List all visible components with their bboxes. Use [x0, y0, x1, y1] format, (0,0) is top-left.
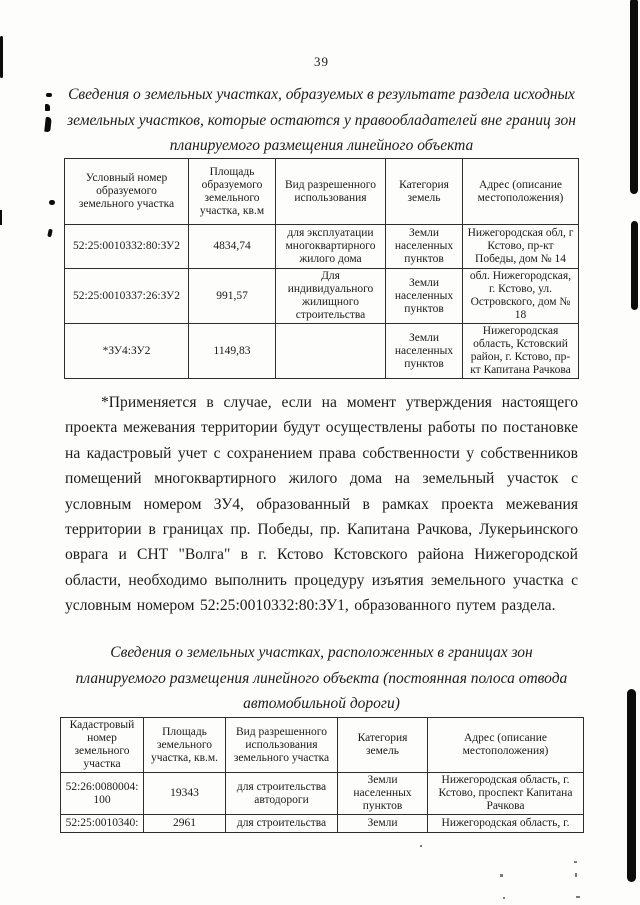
table-header-cell-address: Адрес (описание местоположения) — [428, 718, 584, 773]
table-cell: Нижегородская область, Кстовский район, г. Кстово, пр-кт Капитана Рачкова — [463, 324, 579, 379]
table-cell: Для индивидуального жилищного строительства — [276, 269, 386, 324]
table-cell: Нижегородская обл, г Кстово, пр-кт Победы, дом № 14 — [463, 225, 579, 269]
section-heading-land-parcels-split — [65, 82, 578, 159]
scan-artifact-left-edge-tick — [0, 210, 2, 225]
scan-artifact-ink-mark — [49, 200, 55, 205]
heading-line: автомобильной дороги) — [243, 695, 400, 712]
table-cell: 1149,83 — [189, 324, 276, 379]
table-formed-land-parcels — [64, 158, 579, 379]
heading-line: Сведения о земельных участках, расположенных в границах зон — [110, 644, 533, 661]
heading-line: земельных участков, которые остаются у правообладателей вне границ зон — [67, 111, 576, 129]
table-row — [61, 773, 584, 815]
table-cell: 52:25:0010332:80:ЗУ2 — [65, 225, 189, 269]
table-header-cell-conditional-number: Условный номер образуемого земельного участка — [65, 159, 189, 225]
table-header-cell-permitted-use: Вид разрешенного использования земельного участка — [226, 718, 338, 773]
footnote-paragraph: *Применяется в случае, если на момент утверждения настоящего проекта межевания территории будут осуществлены работы по постановке на кадастровый учет с сохранением права собственности у собственников помещений многоквартирного жилого дома на земельный участок с условным номером ЗУ4, образованный в рамках проекта межевания территории в границах пр. Победы, пр. Капитана Рачкова, Лукерьинского оврага и СНТ "Волга" в г. Кстово Кстовского района Нижегородской области, необходимо выполнить процедуру изъятия земельного участка с условным номером 52:25:0010332:80:ЗУ1, образованного путем раздела. — [65, 394, 578, 615]
scan-artifact-speck — [420, 845, 422, 847]
scan-artifact-left-edge-line — [0, 36, 3, 78]
table-header-row — [61, 718, 584, 773]
scan-artifact-right-bar-bottom — [627, 689, 636, 882]
table-header-cell-area: Площадь образуемого земельного участка, кв.м — [189, 159, 276, 225]
table-row — [65, 324, 579, 379]
table-cell: 52:25:0010337:26:ЗУ2 — [65, 269, 189, 324]
scan-artifact-speck — [576, 896, 580, 898]
scan-artifact-ink-mark — [46, 93, 52, 97]
table-header-row — [65, 159, 579, 225]
table-header-cell-land-category: Категория земель — [386, 159, 463, 225]
scan-artifact-speck — [503, 897, 505, 899]
table-cell: Нижегородская область, г. — [428, 815, 584, 833]
table-cell: для эксплуатации многоквартирного жилого дома — [276, 225, 386, 269]
table-cell: обл. Нижегородская, г. Кстово, ул. Островского, дом № 18 — [463, 269, 579, 324]
table-header-cell-address: Адрес (описание местоположения) — [463, 159, 579, 225]
table-cell: Земли — [338, 815, 428, 833]
table-cell: Земли населенных пунктов — [386, 225, 463, 269]
table-cell: для строительства — [226, 815, 338, 833]
scan-artifact-speck — [575, 873, 577, 877]
scan-artifact-ink-mark — [47, 229, 53, 238]
table-header-cell-land-category: Категория земель — [338, 718, 428, 773]
scan-artifact-ink-mark — [45, 104, 50, 111]
table-header-cell-permitted-use: Вид разрешенного использования — [276, 159, 386, 225]
table-cell: Нижегородская область, г. Кстово, проспект Капитана Рачкова — [428, 773, 584, 815]
table-row — [65, 269, 579, 324]
page-number: 39 — [314, 54, 329, 69]
table-cell: 991,57 — [189, 269, 276, 324]
scan-artifact-right-bar-top — [630, 0, 638, 194]
scan-artifact-speck — [500, 874, 503, 877]
heading-line: планируемого размещения линейного объекта — [169, 137, 474, 154]
table-cell: 52:25:0010340: — [61, 815, 144, 833]
table-header-cell-cadastral-number: Кадастровый номер земельного участка — [61, 718, 144, 773]
table-cell: 19343 — [144, 773, 226, 815]
scan-artifact-right-bar-middle — [631, 221, 638, 310]
table-cell: для строительства автодороги — [226, 773, 338, 815]
heading-line: планируемого размещения линейного объекта (постоянная полоса отвода — [75, 669, 568, 687]
table-cell: Земли населенных пунктов — [338, 773, 428, 815]
table-cell: Земли населенных пунктов — [386, 324, 463, 379]
heading-line: Сведения о земельных участках, образуемых в результате раздела исходных — [68, 86, 575, 103]
table-row — [61, 815, 584, 833]
table-header-cell-area: Площадь земельного участка, кв.м. — [144, 718, 226, 773]
table-cell — [276, 324, 386, 379]
table-cell: 52:26:0080004:100 — [61, 773, 144, 815]
scan-artifact-speck — [574, 861, 577, 863]
table-cell: Земли населенных пунктов — [386, 269, 463, 324]
table-parcels-in-right-of-way — [60, 717, 584, 833]
table-row — [65, 225, 579, 269]
table-cell: *ЗУ4:ЗУ2 — [65, 324, 189, 379]
scan-artifact-ink-mark — [44, 117, 52, 133]
table-cell: 4834,74 — [189, 225, 276, 269]
table-cell: 2961 — [144, 815, 226, 833]
section-heading-land-parcels-in-zone — [65, 640, 578, 717]
